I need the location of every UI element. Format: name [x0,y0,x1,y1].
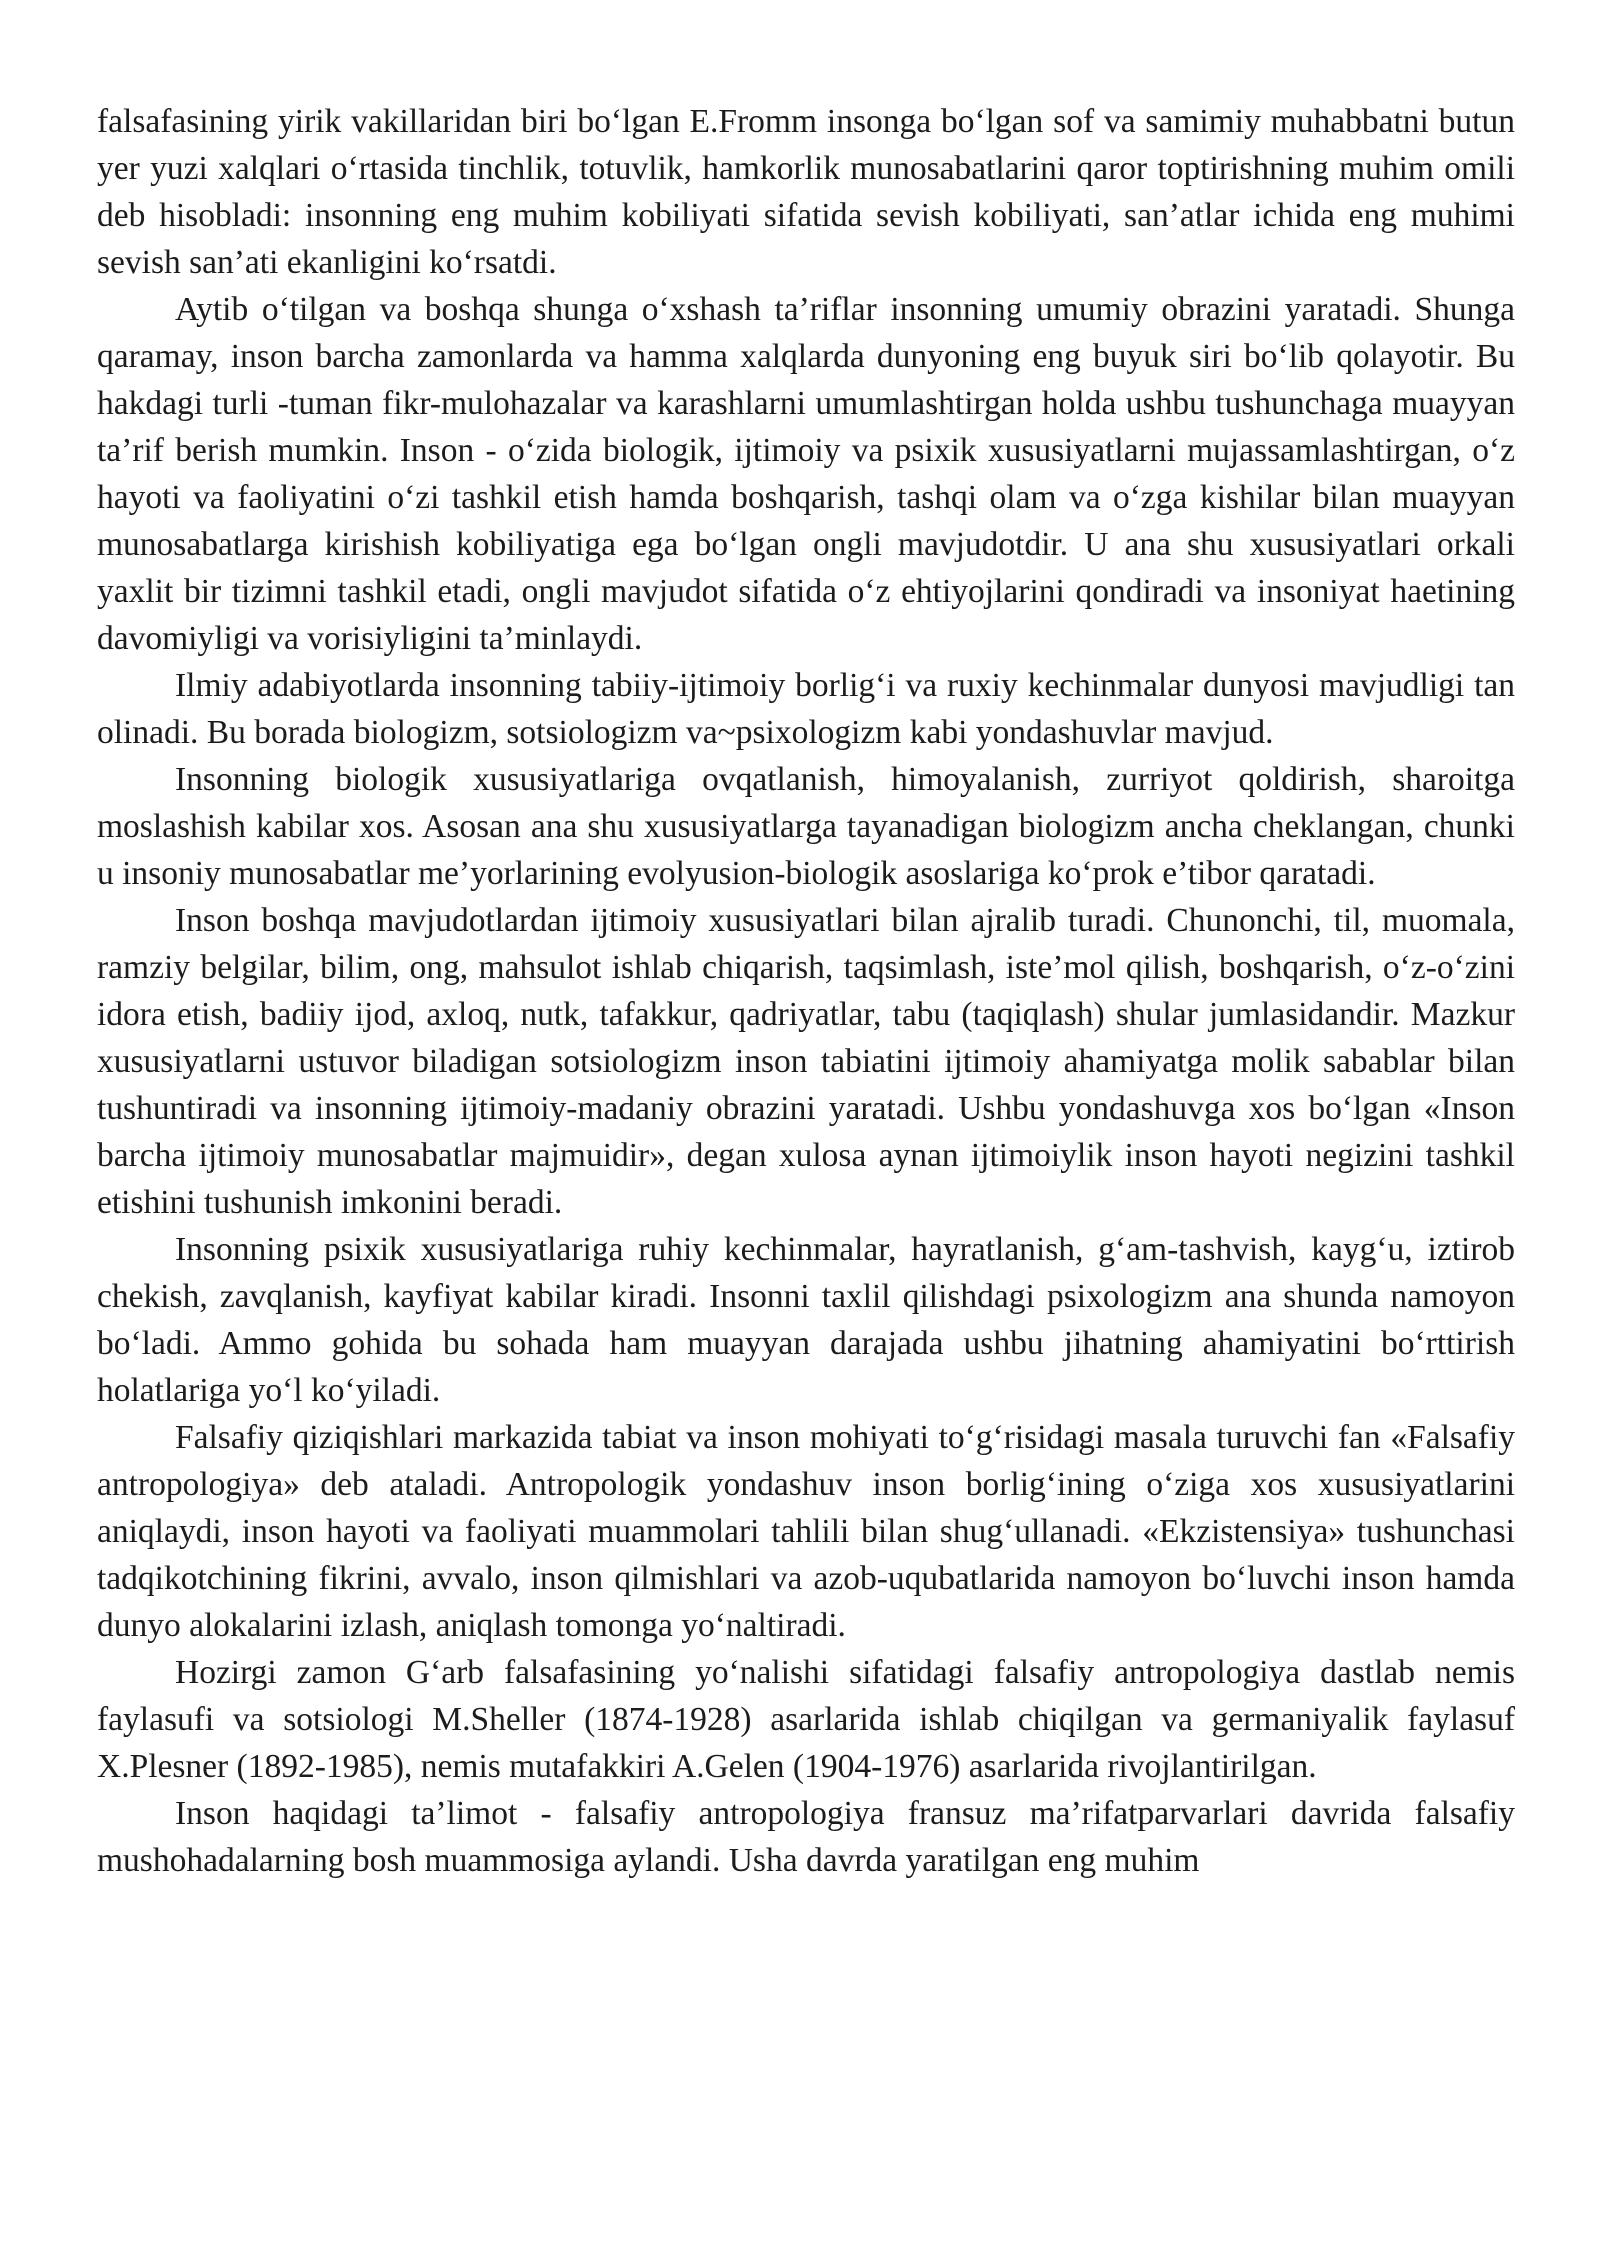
paragraph-approaches: Ilmiy adabiyotlarda insonning tabiiy-ijtimoiy borlig‘i va ruxiy kechinmalar dunyosi mavjudligi tan olinadi. Bu borada biologizm, sotsiologizm va~psixologizm kabi yondashuvlar mavjud. [97,667,1515,751]
paragraph-fromm-continuation: falsafasining yirik vakillaridan biri bo‘lgan E.Fromm insonga bo‘lgan sof va samimiy muhabbatni butun yer yuzi xalqlari o‘rtasida tinchlik, totuvlik, hamkorlik munosabatlarini qaror toptirishning muhim omili deb hisobladi: insonning eng muhim kobiliyati sifatida sevish kobiliyati, san’atlar ichida eng muhimi sevish san’ati ekanligini ko‘rsatdi. [97,103,1515,281]
paragraph-french-enlightenment: Inson haqidagi ta’limot - falsafiy antropologiya fransuz ma’rifatparvarlari davrida falsafiy mushohadalarning bosh muammosiga aylandi. Usha davrda yaratilgan eng muhim [97,1795,1515,1879]
paragraph-psychologism: Insonning psixik xususiyatlariga ruhiy kechinmalar, hayratlanish, g‘am-tashvish, kayg‘u, iztirob chekish, zavqlanish, kayfiyat kabilar kiradi. Insonni taxlil qilishdagi psixologizm ana shunda namoyon bo‘ladi. Ammo gohida bu sohada ham muayyan darajada ushbu jihatning ahamiyatini bo‘rttirish holatlariga yo‘l ko‘yiladi. [97,1231,1515,1409]
paragraph-biologism: Insonning biologik xususiyatlariga ovqatlanish, himoyalanish, zurriyot qoldirish, sharoitga moslashish kabilar xos. Asosan ana shu xususiyatlarga tayanadigan biologizm ancha cheklangan, chunki u insoniy munosabatlar me’yorlarining evolyusion-biologik asoslariga ko‘prok e’tibor qaratadi. [97,761,1515,892]
paragraph-human-definition: Aytib o‘tilgan va boshqa shunga o‘xshash ta’riflar insonning umumiy obrazini yaratadi. Shunga qaramay, inson barcha zamonlarda va hamma xalqlarda dunyoning eng buyuk siri bo‘lib qolayotir. Bu hakdagi turli -tuman fikr-mulohazalar va karashlarni umumlashtirgan holda ushbu tushunchaga muayyan ta’rif berish mumkin. Inson - o‘zida biologik, ijtimoiy va psixik xususiyatlarni mujassamlashtirgan, o‘z hayoti va faoliyatini o‘zi tashkil etish hamda boshqarish, tashqi olam va o‘zga kishilar bilan muayyan munosabatlarga kirishish kobiliyatiga ega bo‘lgan ongli mavjudotdir. U ana shu xususiyatlari orkali yaxlit bir tizimni tashkil etadi, ongli mavjudot sifatida o‘z ehtiyojlarini qondiradi va insoniyat haetining davomiyligi va vorisiyligini ta’minlaydi. [97,291,1515,657]
document-page [97,98,1515,1884]
paragraph-philosophical-anthropology: Falsafiy qiziqishlari markazida tabiat va inson mohiyati to‘g‘risidagi masala turuvchi fan «Falsafiy antropologiya» deb ataladi. Antropologik yondashuv inson borlig‘ining o‘ziga xos xususiyatlarini aniqlaydi, inson hayoti va faoliyati muammolari tahlili bilan shug‘ullanadi. «Ekzistensiya» tushunchasi tadqikotchining fikrini, avvalo, inson qilmishlari va azob-uqubatlarida namoyon bo‘luvchi inson hamda dunyo alokalarini izlash, aniqlash tomonga yo‘naltiradi. [97,1419,1515,1644]
paragraph-modern-western-philosophy: Hozirgi zamon G‘arb falsafasining yo‘nalishi sifatidagi falsafiy antropologiya dastlab nemis faylasufi va sotsiologi M.Sheller (1874-1928) asarlarida ishlab chiqilgan va germaniyalik faylasuf X.Plesner (1892-1985), nemis mutafakkiri A.Gelen (1904-1976) asarlarida rivojlantirilgan. [97,1654,1515,1785]
paragraph-sociologism: Inson boshqa mavjudotlardan ijtimoiy xususiyatlari bilan ajralib turadi. Chunonchi, til, muomala, ramziy belgilar, bilim, ong, mahsulot ishlab chiqarish, taqsimlash, iste’mol qilish, boshqarish, o‘z-o‘zini idora etish, badiiy ijod, axloq, nutk, tafakkur, qadriyatlar, tabu (taqiqlash) shular jumlasidandir. Mazkur xususiyatlarni ustuvor biladigan sotsiologizm inson tabiatini ijtimoiy ahamiyatga molik sabablar bilan tushuntiradi va insonning ijtimoiy-madaniy obrazini yaratadi. Ushbu yondashuvga xos bo‘lgan «Inson barcha ijtimoiy munosabatlar majmuidir», degan xulosa aynan ijtimoiylik inson hayoti negizini tashkil etishini tushunish imkonini beradi. [97,902,1515,1221]
